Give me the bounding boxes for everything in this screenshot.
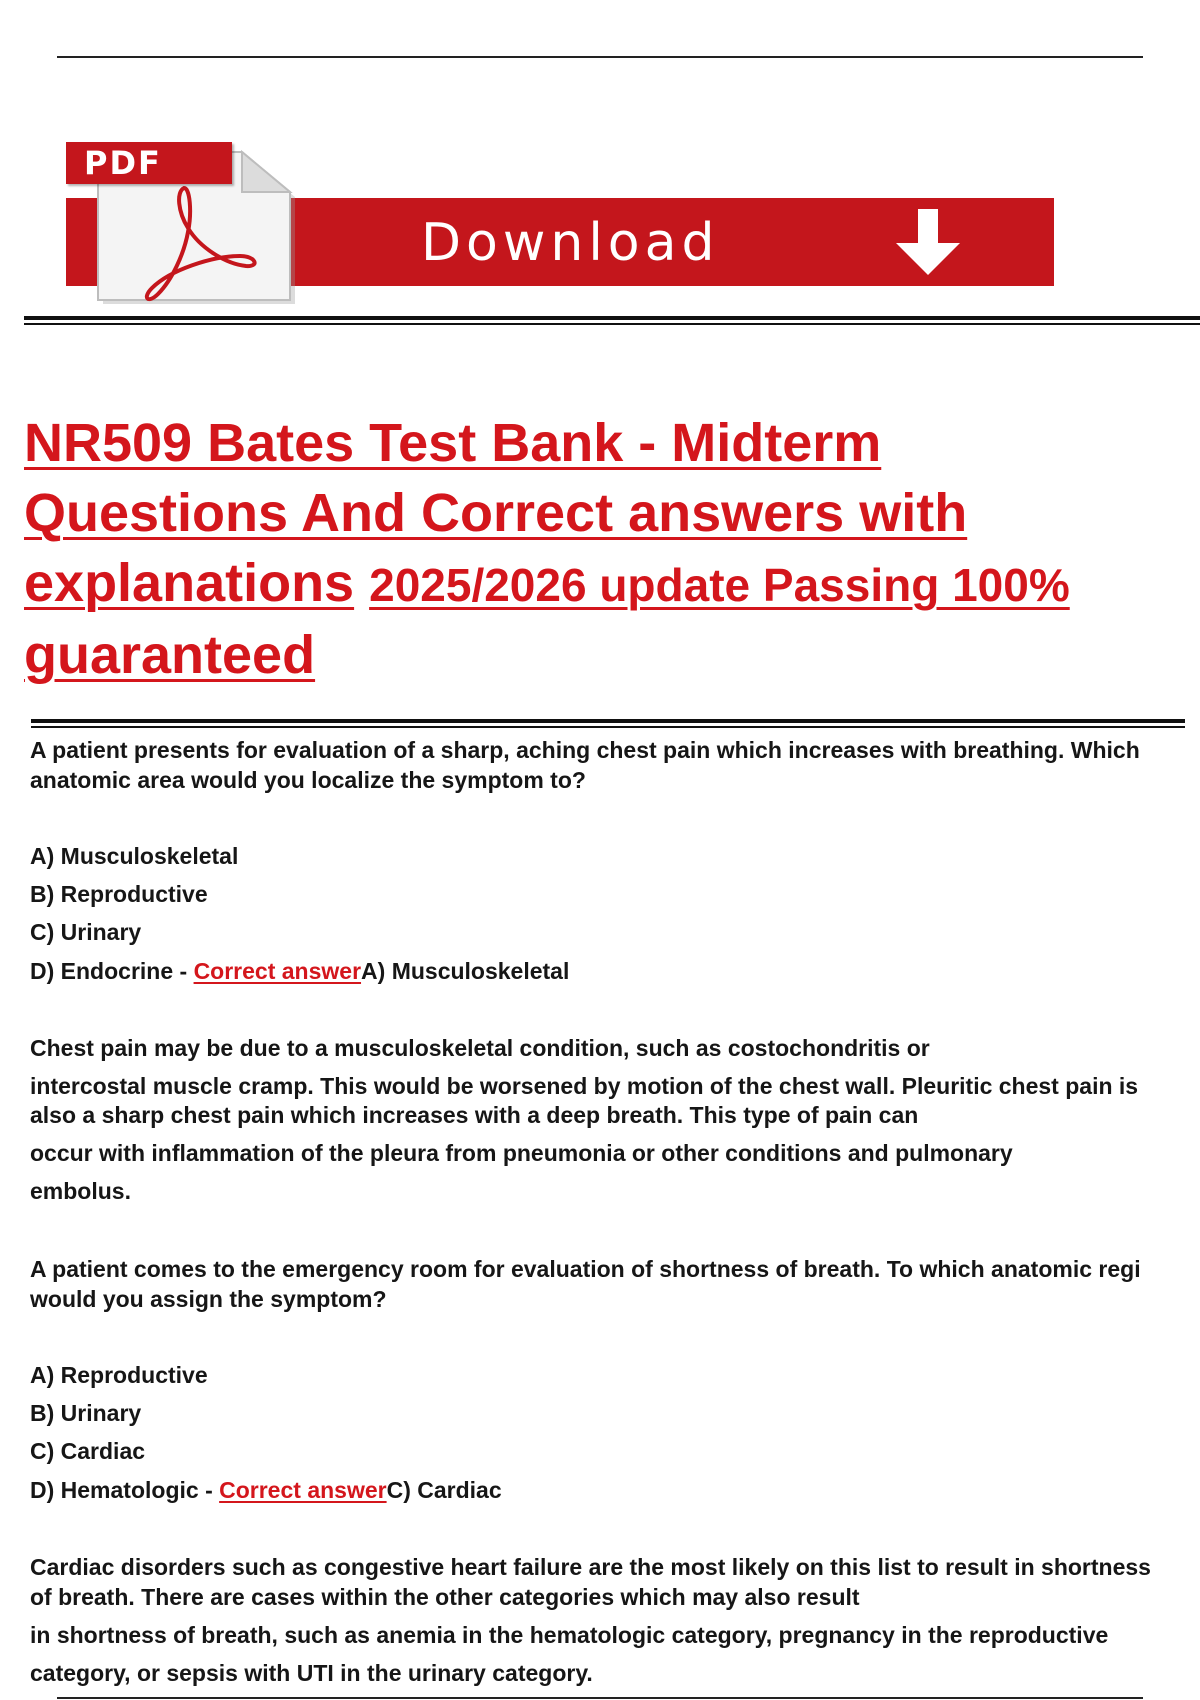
question-2-correct-answer-link[interactable]: Correct answer: [219, 1477, 387, 1503]
title-line-3a: explanations: [24, 553, 355, 613]
question-1-option-c: C) Urinary: [30, 919, 142, 945]
question-1-option-b: B) Reproductive: [30, 881, 208, 907]
bottom-rule: [57, 1697, 1143, 1699]
question-2-option-b: B) Urinary: [30, 1400, 142, 1426]
pdf-tab-label: PDF: [66, 142, 232, 184]
question-1-correct-answer-link[interactable]: Correct answer: [193, 958, 362, 984]
download-arrow-icon: [892, 209, 964, 275]
question-1-option-a: A) Musculoskeletal: [30, 843, 239, 869]
question-2-explanation-4: category, or sepsis with UTI in the urinary category.: [30, 1660, 593, 1686]
question-1-correct-value: A) Musculoskeletal: [361, 958, 570, 984]
questions-divider: [31, 719, 1185, 723]
question-2-explanation-3: in shortness of breath, such as anemia in the hematologic category, pregnancy in the reproductive: [30, 1622, 1109, 1648]
download-label: Download: [421, 213, 720, 273]
title-line-1: NR509 Bates Test Bank - Midterm: [24, 413, 882, 473]
title-line-4: guaranteed: [24, 625, 316, 685]
question-1-stem-2: anatomic area would you localize the symptom to?: [30, 767, 586, 793]
title-line-2: Questions And Correct answers with: [24, 483, 968, 543]
question-1-option-d: [30, 956, 569, 986]
question-1-explanation-4: occur with inflammation of the pleura from pneumonia or other conditions and pulmonary: [30, 1140, 1013, 1166]
question-2-stem-1: A patient comes to the emergency room for evaluation of shortness of breath. To which anatomic regi: [30, 1256, 1141, 1282]
question-2-explanation-2: of breath. There are cases within the other categories which may also result: [30, 1584, 860, 1610]
pdf-download-banner[interactable]: [66, 138, 1056, 308]
question-2-option-d: [30, 1475, 502, 1505]
document-title: [24, 408, 1174, 690]
question-1-explanation-3: also a sharp chest pain which increases with a deep breath. This type of pain can: [30, 1102, 919, 1128]
question-1-option-d-text: D) Endocrine -: [30, 958, 194, 984]
question-2-option-c: C) Cardiac: [30, 1438, 146, 1464]
question-1-explanation-1: Chest pain may be due to a musculoskeletal condition, such as costochondritis or: [30, 1035, 930, 1061]
question-1-explanation-2: intercostal muscle cramp. This would be worsened by motion of the chest wall. Pleuritic chest pain is: [30, 1073, 1139, 1099]
question-1-stem-1: A patient presents for evaluation of a sharp, aching chest pain which increases with breathing. Which: [30, 737, 1140, 763]
question-2-explanation-1: Cardiac disorders such as congestive heart failure are the most likely on this list to result in shortness: [30, 1554, 1151, 1580]
title-line-3b: 2025/2026 update Passing 100%: [369, 559, 1070, 611]
top-rule: [57, 56, 1143, 58]
question-2-correct-value: C) Cardiac: [386, 1477, 502, 1503]
question-2-option-d-text: D) Hematologic -: [30, 1477, 220, 1503]
question-2-option-a: A) Reproductive: [30, 1362, 208, 1388]
question-2-stem-2: would you assign the symptom?: [30, 1286, 387, 1312]
question-1-explanation-5: embolus.: [30, 1178, 131, 1204]
banner-divider: [24, 316, 1200, 320]
